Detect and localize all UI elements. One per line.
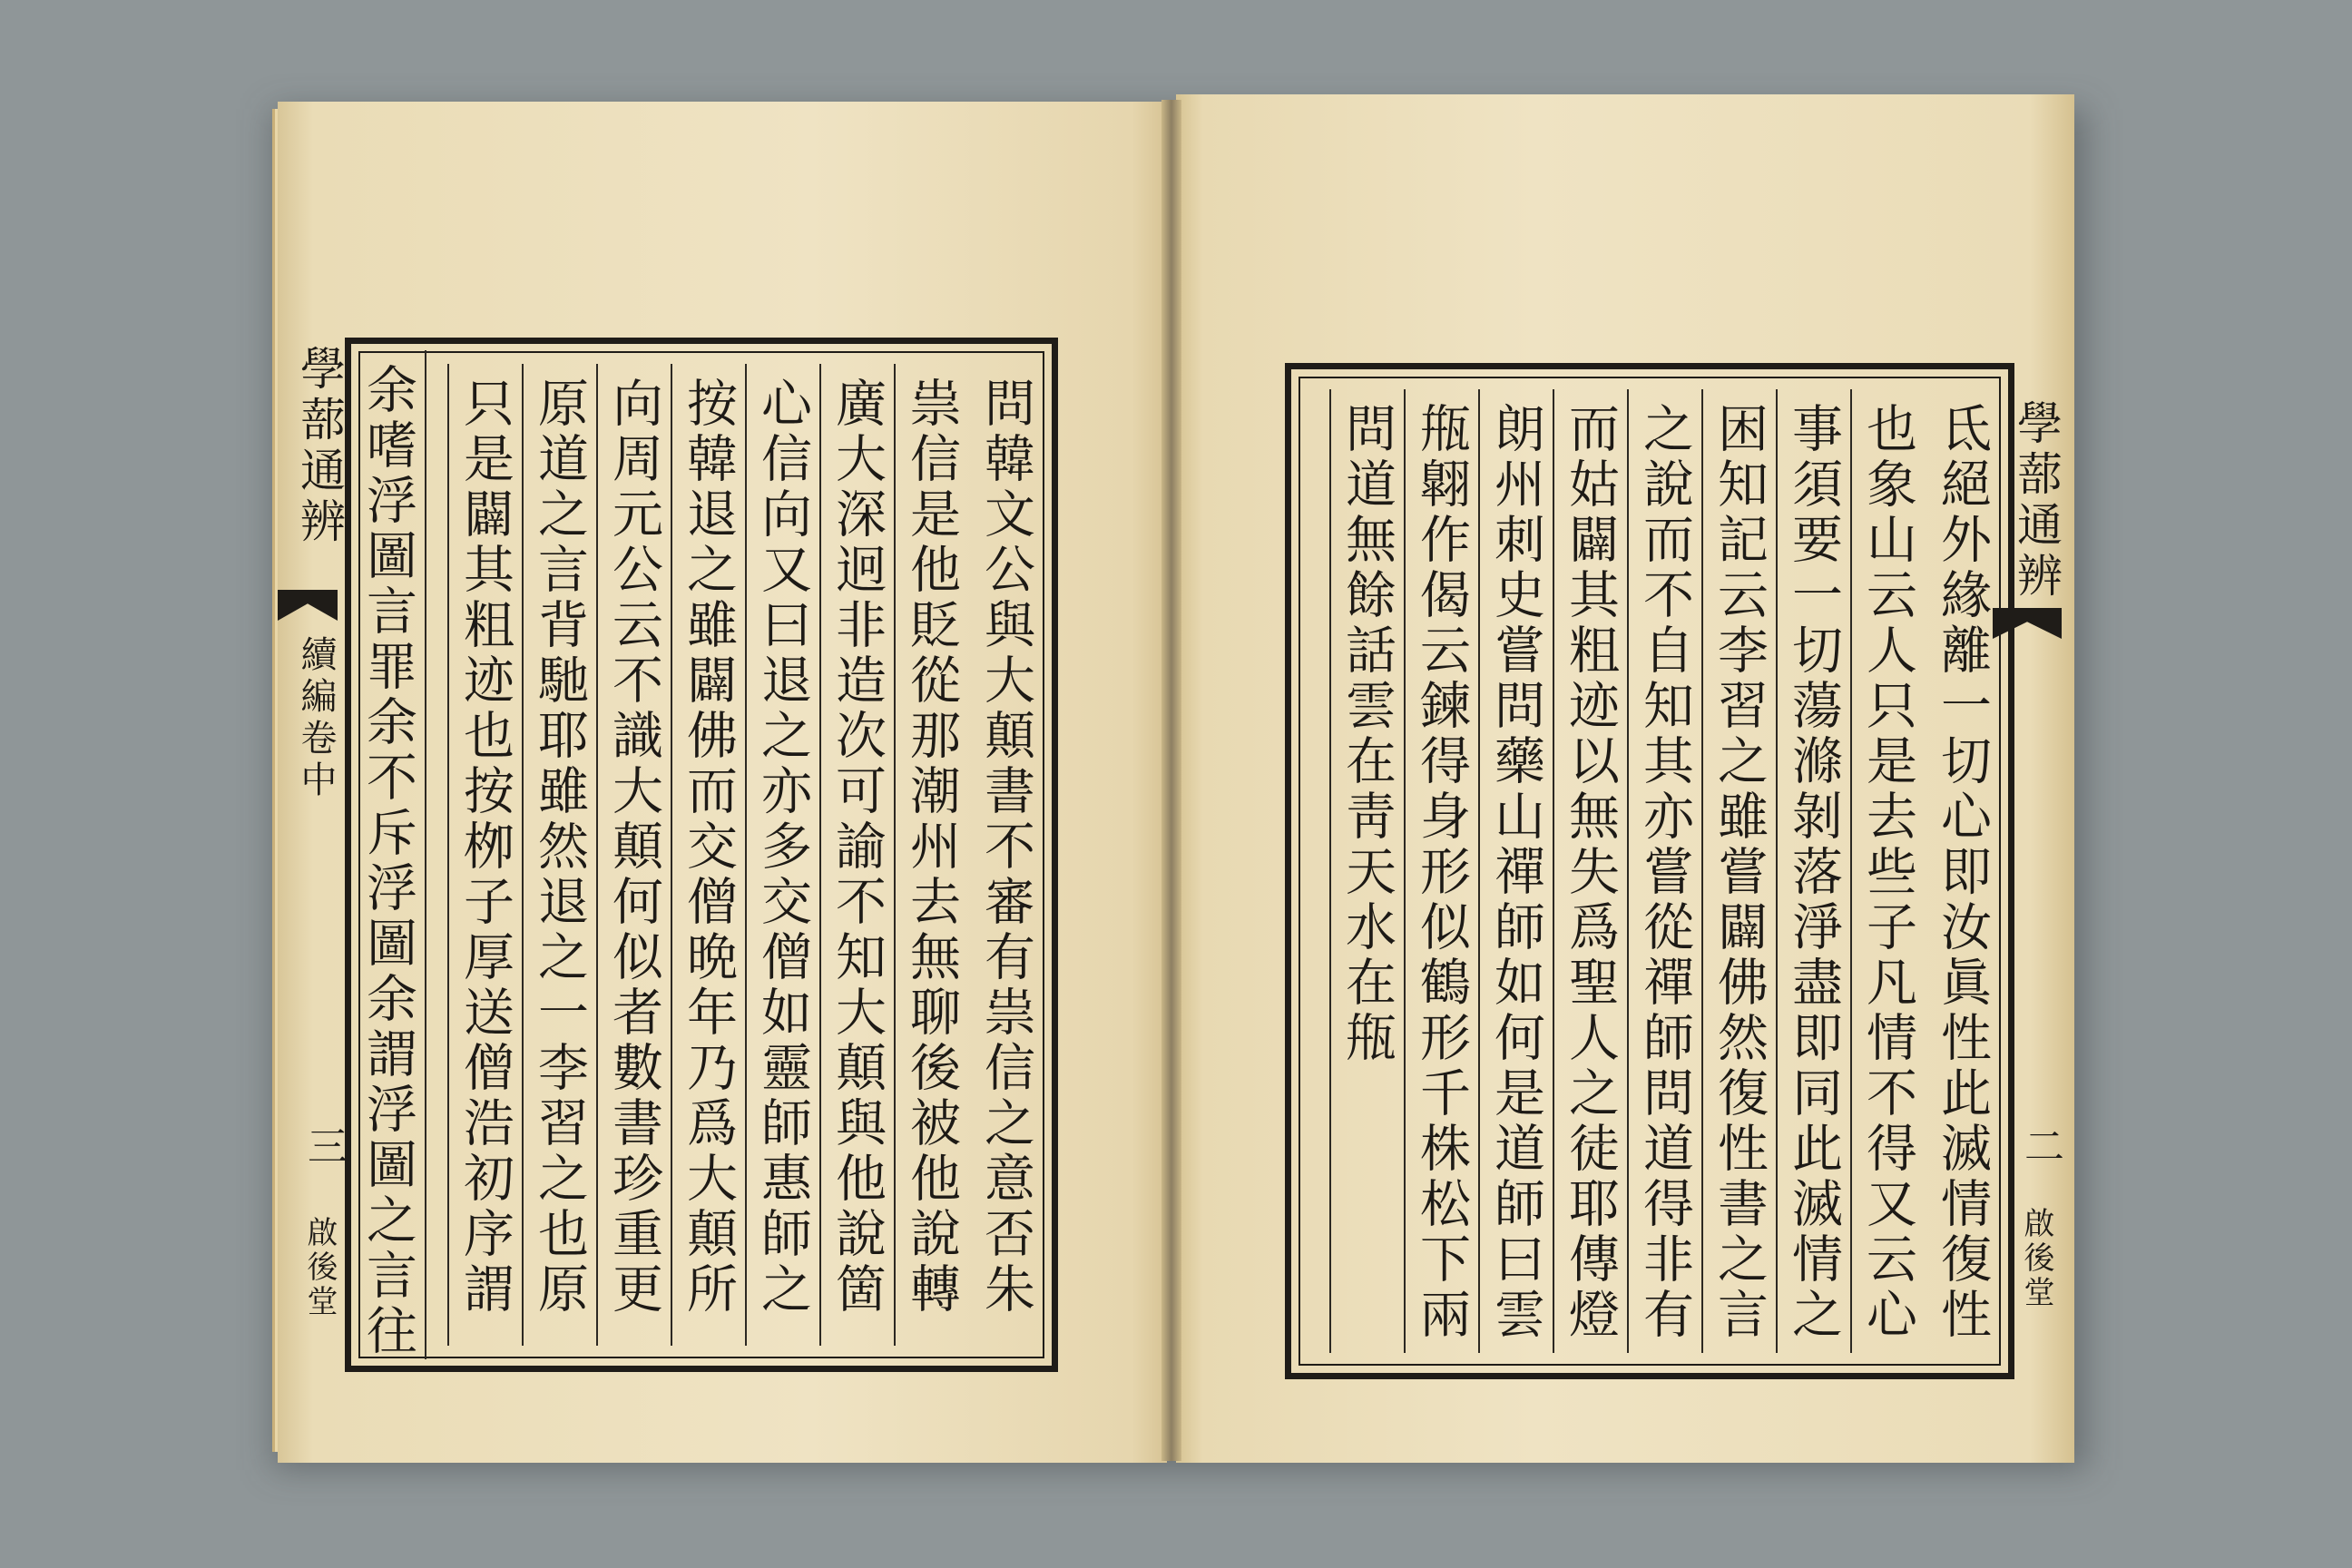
left-banxin xyxy=(272,345,347,1361)
text-column xyxy=(894,364,968,1346)
text-column xyxy=(819,364,894,1346)
column-text: 按韓退之雖闢佛而交僧晩年乃爲大顛所 xyxy=(679,377,738,1318)
column-text: 廣大深迥非造次可諭不知大顛與他說箇 xyxy=(828,377,887,1318)
fishtail-mark xyxy=(278,590,338,621)
column-text: 問韓文公與大顛書不審有祟信之意否朱 xyxy=(976,377,1035,1318)
text-column xyxy=(745,364,819,1346)
column-text: 之說而不自知其亦嘗從禪師問道得非有 xyxy=(1635,402,1694,1343)
text-column xyxy=(1701,389,1776,1353)
banxin-publisher: 啟後堂 xyxy=(301,1216,338,1319)
text-column xyxy=(1776,389,1850,1353)
text-column xyxy=(522,364,596,1346)
column-text: 也象山云人只是去些子凡情不得又云心 xyxy=(1858,402,1917,1343)
banxin-folio: 二 xyxy=(2017,1125,2063,1165)
column-text: 只是闢其粗迹也按栁子厚送僧浩初序謂 xyxy=(456,377,514,1318)
banxin-publisher: 啟後堂 xyxy=(2018,1207,2054,1310)
right-banxin xyxy=(1987,363,2067,1379)
left-frame-inner xyxy=(358,351,1044,1358)
right-frame-inner xyxy=(1298,377,2001,1366)
column-text: 朗州刺史嘗問藥山禪師如何是道師曰雲 xyxy=(1486,402,1545,1343)
text-column xyxy=(596,364,671,1346)
column-text: 余嗜浮圖言罪余不斥浮圖余謂浮圖之言往 xyxy=(358,363,417,1359)
text-column xyxy=(671,364,745,1346)
column-text: 問道無餘話雲在靑天水在甁 xyxy=(1338,402,1396,1066)
left-text-frame xyxy=(345,338,1058,1372)
right-text-frame xyxy=(1285,363,2014,1379)
column-text: 向周元公云不識大顛何似者數書珍重更 xyxy=(604,377,663,1318)
text-column xyxy=(352,350,426,1359)
column-text: 心信向又曰退之亦多交僧如靈師惠師之 xyxy=(753,377,812,1318)
text-column xyxy=(1329,389,1404,1353)
column-text: 氐絕外緣離一切心即汝眞性此滅情復性 xyxy=(1933,402,1992,1343)
text-column xyxy=(1478,389,1553,1353)
text-column xyxy=(1404,389,1478,1353)
column-text: 事須要一切蕩滌剝落淨盡即同此滅情之 xyxy=(1784,402,1843,1343)
column-text: 甁翺作偈云鍊得身形似鶴形千株松下兩 xyxy=(1412,402,1471,1343)
text-column xyxy=(1553,389,1627,1353)
banxin-volume: 續編卷中 xyxy=(295,635,337,802)
text-column xyxy=(968,364,1043,1346)
text-column xyxy=(1850,389,1925,1353)
column-text: 困知記云李習之雖嘗闢佛然復性書之言 xyxy=(1710,402,1769,1343)
text-column xyxy=(1627,389,1701,1353)
column-text: 原道之言背馳耶雖然退之一李習之也原 xyxy=(530,377,589,1318)
banxin-title: 學蔀通辨 xyxy=(2010,399,2063,603)
text-column xyxy=(447,364,522,1346)
column-text: 而姑闢其粗迹以無失爲聖人之徒耶傳燈 xyxy=(1561,402,1620,1343)
banxin-title: 學蔀通辨 xyxy=(293,345,346,548)
fishtail-mark xyxy=(1993,608,2062,639)
book-gutter xyxy=(1161,100,1181,1461)
column-text: 祟信是他貶從那潮州去無聊後被他說轉 xyxy=(902,377,961,1318)
banxin-folio: 三 xyxy=(300,1125,347,1165)
